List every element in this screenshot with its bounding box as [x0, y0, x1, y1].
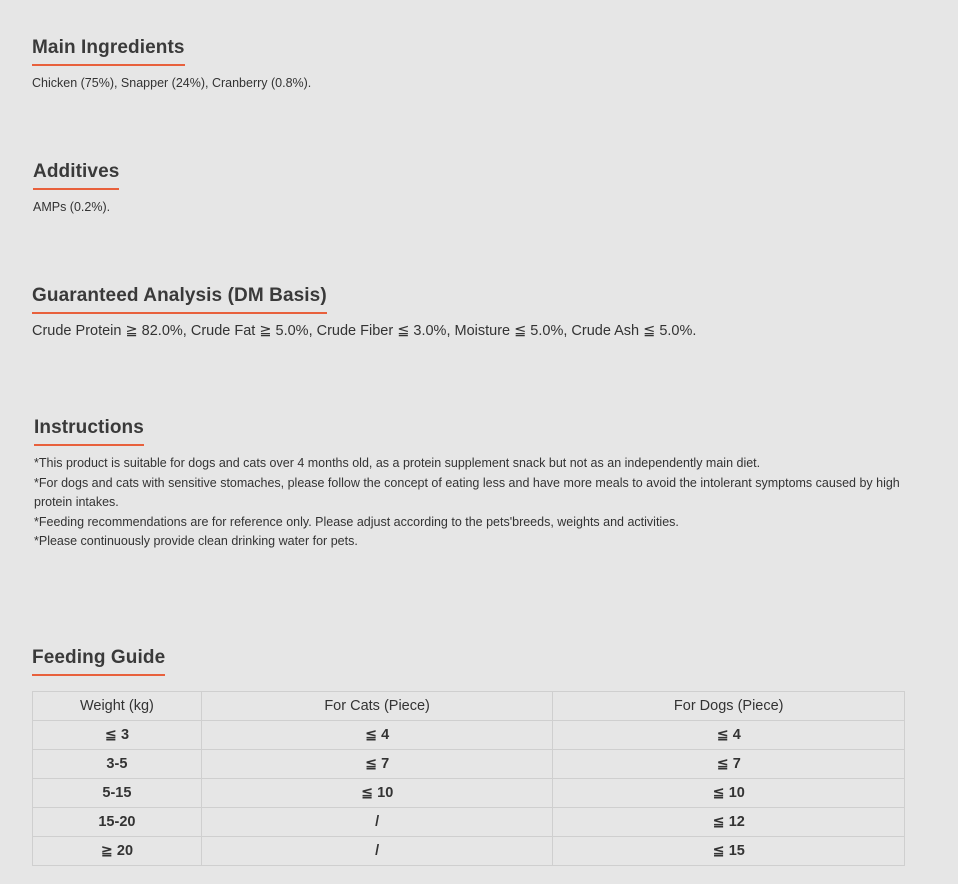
additives-section [33, 161, 906, 218]
dogs-cell: ≦ 12 [553, 808, 905, 837]
instruction-line: *For dogs and cats with sensitive stomaches, please follow the concept of eating less and have more meals to avoid the intolerant symptoms caused by high protein intakes. [34, 475, 900, 509]
cats-cell: ≦ 4 [201, 721, 553, 750]
cats-cell: / [201, 808, 553, 837]
main-ingredients-section [32, 37, 906, 94]
dogs-cell: ≦ 7 [553, 750, 905, 779]
cats-cell: ≦ 7 [201, 750, 553, 779]
dogs-cell: ≦ 4 [553, 721, 905, 750]
feeding-guide-table [32, 691, 905, 866]
weight-cell: 3-5 [33, 750, 202, 779]
weight-cell: ≧ 20 [33, 837, 202, 866]
instructions-heading: Instructions [34, 417, 144, 446]
feeding-guide-section [32, 647, 906, 676]
dogs-cell: ≦ 15 [553, 837, 905, 866]
cats-cell: ≦ 10 [201, 779, 553, 808]
instructions-list [34, 454, 906, 552]
column-header-cats: For Cats (Piece) [201, 692, 553, 721]
additives-text: AMPs (0.2%). [33, 200, 111, 214]
weight-cell: 5-15 [33, 779, 202, 808]
instruction-line: *This product is suitable for dogs and cats over 4 months old, as a protein supplement snack but not as an independently main diet. [34, 456, 761, 470]
column-header-dogs: For Dogs (Piece) [553, 692, 905, 721]
table-row [33, 779, 905, 808]
table-row [33, 721, 905, 750]
weight-cell: 15-20 [33, 808, 202, 837]
instructions-section [34, 417, 906, 552]
table-header-row [33, 692, 905, 721]
feeding-guide-heading: Feeding Guide [32, 647, 165, 676]
table-row [33, 837, 905, 866]
main-ingredients-heading: Main Ingredients [32, 37, 185, 66]
guaranteed-analysis-section [32, 285, 906, 339]
table-row [33, 750, 905, 779]
additives-heading: Additives [33, 161, 119, 190]
cats-cell: / [201, 837, 553, 866]
guaranteed-analysis-heading: Guaranteed Analysis (DM Basis) [32, 285, 327, 314]
guaranteed-analysis-text: Crude Protein ≧ 82.0%, Crude Fat ≧ 5.0%, Crude Fiber ≦ 3.0%, Moisture ≦ 5.0%, Crude Ash ≦ 5.0%. [32, 323, 697, 339]
instruction-line: *Feeding recommendations are for reference only. Please adjust according to the pets'breeds, weights and activities. [34, 514, 679, 529]
dogs-cell: ≦ 10 [553, 779, 905, 808]
weight-cell: ≦ 3 [33, 721, 202, 750]
table-row [33, 808, 905, 837]
column-header-weight: Weight (kg) [33, 692, 202, 721]
instruction-line: *Please continuously provide clean drinking water for pets. [34, 534, 358, 548]
main-ingredients-text: Chicken (75%), Snapper (24%), Cranberry (0.8%). [32, 76, 312, 90]
